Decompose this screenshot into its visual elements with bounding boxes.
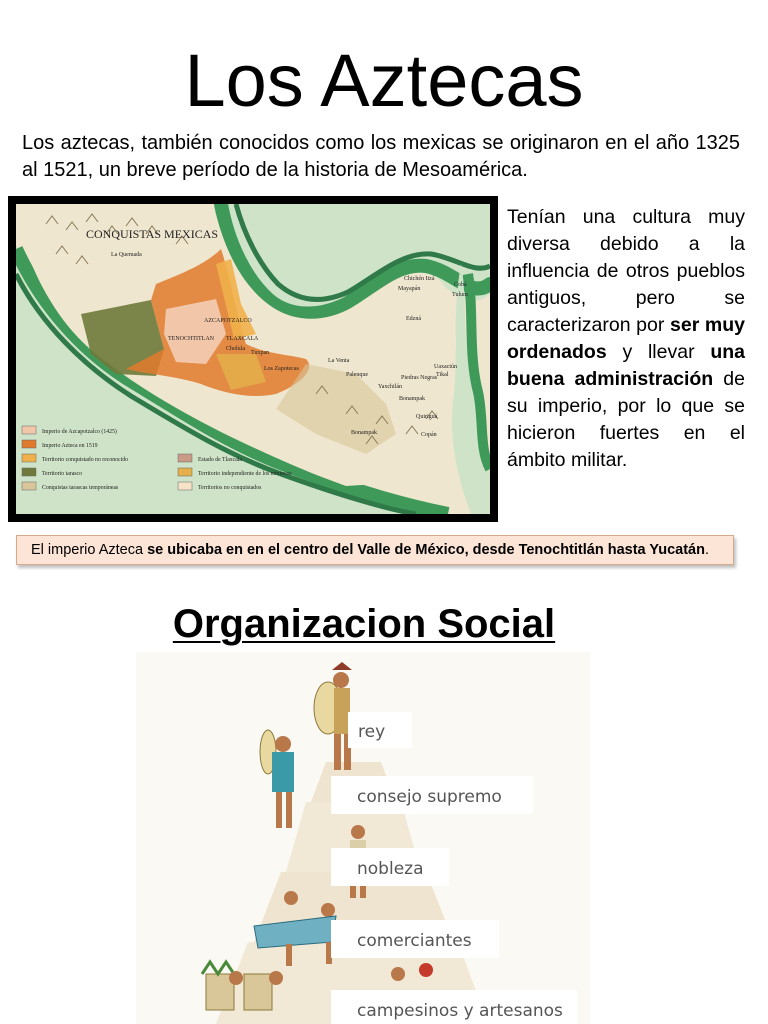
legend-item: Imperio de Azcapotzalco (1425): [42, 429, 117, 435]
callout-text-end: .: [704, 542, 709, 558]
culture-emphasis-ordered: ser muy ordenados: [507, 314, 745, 363]
level-label-peasants: campesinos y artesanos: [357, 1001, 563, 1021]
map-label: Tikal: [436, 372, 449, 378]
level-label-merchants: comerciantes: [357, 931, 472, 951]
map-label: Bonampak: [399, 396, 425, 402]
map-label: TENOCHTITLAN: [168, 336, 214, 342]
location-callout: [16, 535, 734, 565]
legend-item: Imperio Azteca en 1519: [42, 443, 98, 449]
page-title: Los Aztecas: [184, 39, 584, 122]
map-label: Cholula: [226, 346, 245, 352]
map-label: Tulum: [452, 292, 468, 298]
social-pyramid: [136, 652, 590, 1024]
map-illustration: [16, 204, 490, 514]
map-label: Bonampak: [351, 430, 377, 436]
map-label: Palenque: [346, 372, 368, 378]
map-of-aztec-conquests: [8, 196, 498, 522]
map-label: TLAXCALA: [226, 336, 259, 342]
legend-item: Conquistas tarascas temporáneas: [42, 485, 119, 491]
section-title: [0, 600, 728, 648]
callout-text: El imperio Azteca: [31, 542, 148, 558]
map-label: Los Zapotecas: [264, 366, 299, 372]
map-label: Edzná: [406, 316, 421, 322]
culture-paragraph: [507, 204, 745, 474]
map-label: Yaxchilán: [378, 384, 403, 390]
map-label: Chichén Itzá: [404, 276, 435, 282]
section-title-text: Organizacion Social: [172, 602, 556, 646]
map-label: Copán: [421, 432, 437, 438]
map-label: Cobá: [454, 282, 467, 288]
map-label: Quiriguá: [416, 414, 438, 420]
culture-text: Tenían una cultura muy diversa debido a la influencia de otros pueblos antiguos, pero se caracterizaron por: [507, 206, 745, 336]
level-label-council: consejo supremo: [357, 787, 502, 807]
culture-text: de su imperio, por lo que se hicieron fuertes en el ámbito militar.: [507, 368, 745, 471]
level-label-king: rey: [358, 722, 386, 742]
level-label-nobility: nobleza: [357, 859, 424, 879]
map-title: CONQUISTAS MEXICAS: [86, 227, 219, 241]
pyramid-illustration: [136, 652, 590, 1024]
map-label: La Quemada: [111, 252, 142, 258]
legend-item: Territorio conquistado no reconocido: [42, 457, 129, 463]
callout-emphasis: se ubicaba en en el centro del Valle de México, desde Tenochtitlán hasta Yucatán: [147, 542, 705, 558]
culture-text: y llevar: [606, 341, 711, 363]
legend-item: Territorio tarasco: [42, 471, 82, 477]
legend-item: Territorios no conquistados: [198, 485, 262, 491]
culture-emphasis-administration: una buena administración: [507, 341, 745, 390]
legend-item: Estado de Tlaxcala: [198, 457, 242, 463]
map-label: La Venta: [328, 358, 350, 364]
intro-paragraph: Los aztecas, también conocidos como los mexicas se originaron en el año 1325 al 1521, un breve período de la historia de Mesoamérica.: [22, 132, 740, 181]
map-label: Mayapán: [398, 286, 421, 292]
map-label: AZCAPOTZALCO: [204, 318, 252, 324]
map-label: Uaxactún: [434, 364, 457, 370]
map-label: Piedras Negras: [401, 375, 438, 381]
legend-item: Territorio independiente de los mixtecos: [198, 471, 292, 477]
map-label: Tuxpan: [251, 350, 270, 356]
